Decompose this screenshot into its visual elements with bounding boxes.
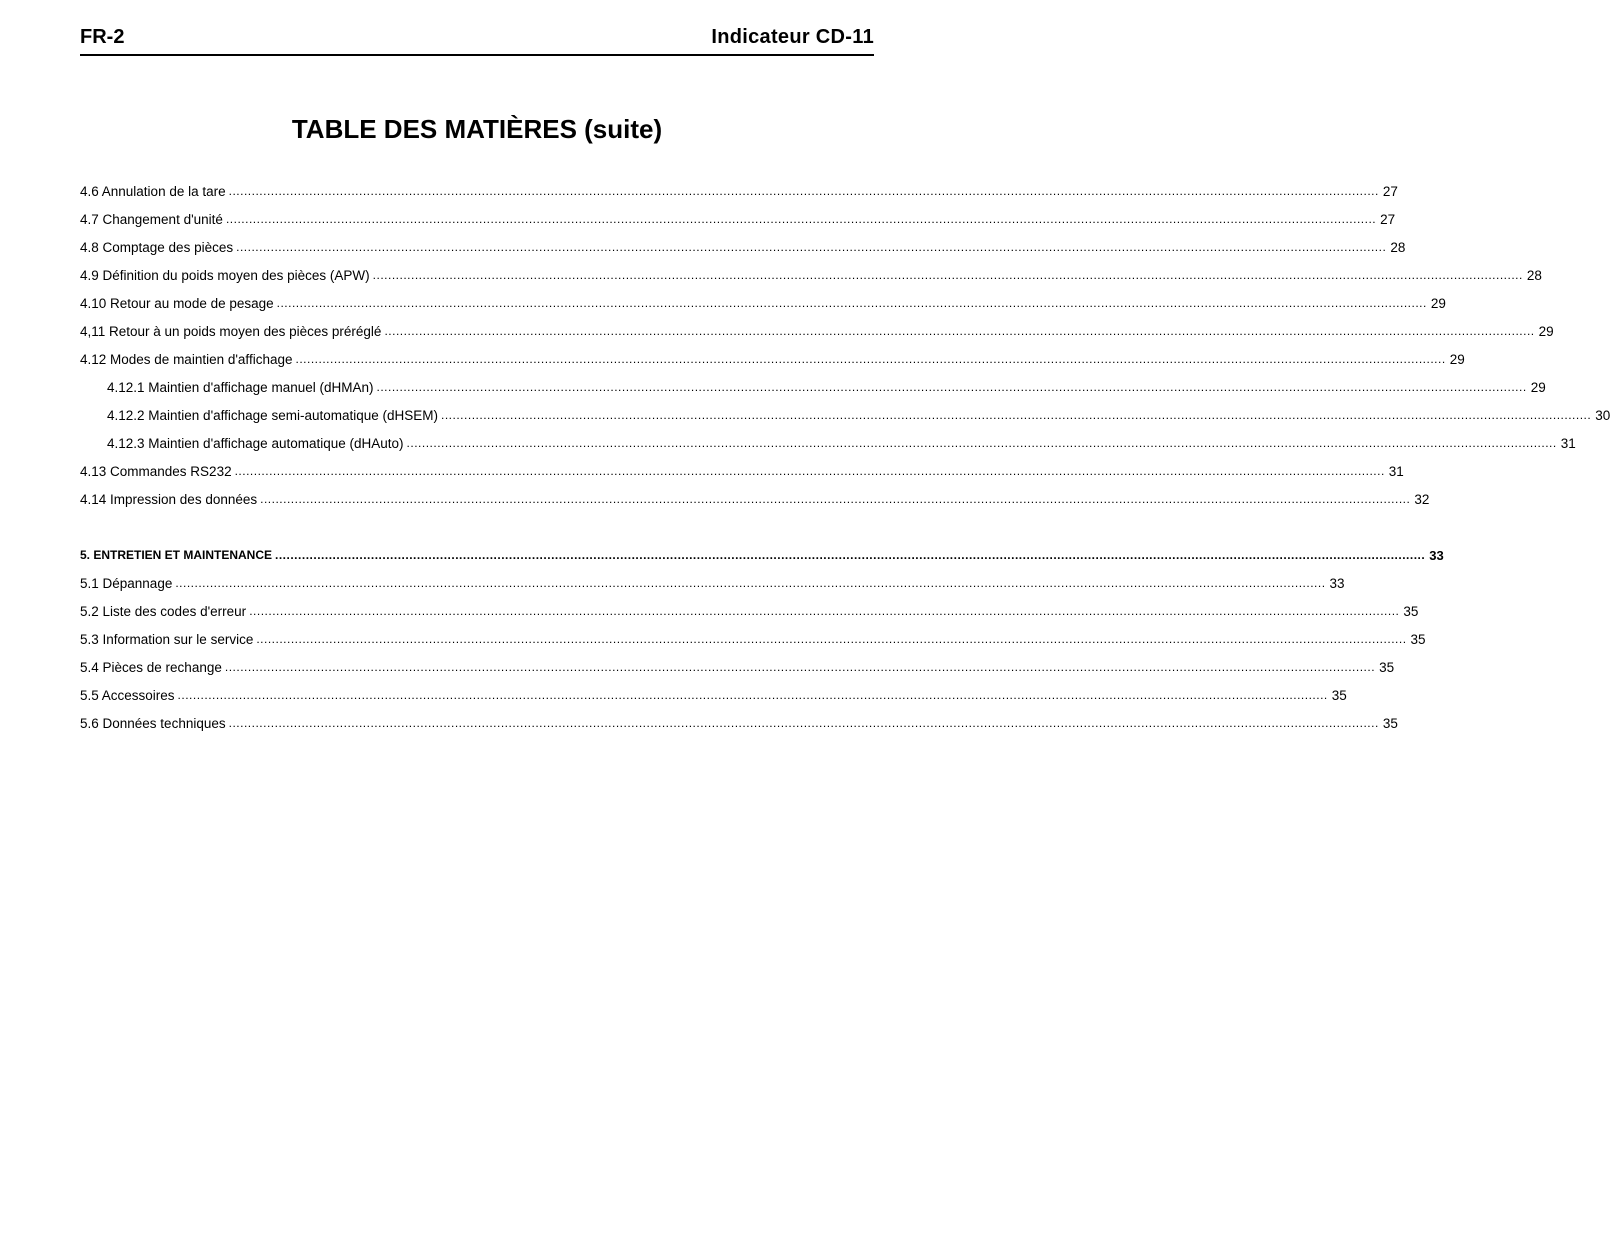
- table-of-contents: [80, 177, 1610, 737]
- toc-entry-label: 5.1 Dépannage: [80, 575, 173, 591]
- leader-dots: ............................................................................................................................................................................................................................................................................................................: [225, 212, 1377, 226]
- leader-dots: ............................................................................................................................................................................................................................................................................................................: [406, 436, 1557, 450]
- toc-entry-page: 35: [1403, 603, 1419, 619]
- toc-entry[interactable]: [80, 625, 1426, 653]
- section-spacer: [80, 513, 870, 541]
- toc-section-label: 5. ENTRETIEN ET MAINTENANCE: [80, 548, 273, 562]
- leader-dots: ............................................................................................................................................................................................................................................................................................................: [236, 240, 1387, 254]
- toc-entry-page: 27: [1382, 183, 1398, 199]
- toc-entry-page: 30: [1595, 407, 1610, 423]
- toc-entry-label: 4.14 Impression des données: [80, 491, 258, 507]
- toc-entry[interactable]: [80, 233, 1406, 261]
- toc-entry-page: 33: [1329, 575, 1345, 591]
- toc-entry[interactable]: [80, 177, 1398, 205]
- toc-entry-page: 31: [1388, 463, 1404, 479]
- toc-entry-page: 29: [1530, 379, 1546, 395]
- toc-entry[interactable]: [80, 261, 1542, 289]
- leader-dots: ............................................................................................................................................................................................................................................................................................................: [260, 492, 1411, 506]
- leader-dots: ............................................................................................................................................................................................................................................................................................................: [228, 184, 1379, 198]
- leader-dots: ............................................................................................................................................................................................................................................................................................................: [295, 352, 1446, 366]
- toc-entry-page: 29: [1430, 295, 1446, 311]
- leader-dots: ............................................................................................................................................................................................................................................................................................................: [177, 688, 1328, 702]
- document-title-label: Indicateur CD-11: [711, 26, 874, 48]
- toc-entry-label: 4.9 Définition du poids moyen des pièces (APW): [80, 267, 370, 283]
- toc-entry-label: 4.12.2 Maintien d'affichage semi-automatique (dHSEM): [107, 407, 439, 423]
- toc-entry[interactable]: [80, 205, 1396, 233]
- toc-entry-label: 5.3 Information sur le service: [80, 631, 254, 647]
- toc-entry-page: 28: [1526, 267, 1542, 283]
- leader-dots: ............................................................................................................................................................................................................................................................................................................: [228, 716, 1379, 730]
- toc-entry[interactable]: [80, 569, 1345, 597]
- toc-entry-label: 4.13 Commandes RS232: [80, 463, 232, 479]
- toc-subentry[interactable]: [80, 429, 1576, 457]
- toc-entry-label: 4.12.3 Maintien d'affichage automatique (dHAuto): [107, 435, 404, 451]
- toc-entry-page: 29: [1449, 351, 1465, 367]
- toc-subentry[interactable]: [80, 401, 1610, 429]
- toc-entry-page: 27: [1380, 211, 1396, 227]
- toc-entry-label: 4.10 Retour au mode de pesage: [80, 295, 274, 311]
- toc-subentry[interactable]: [80, 373, 1546, 401]
- toc-entry-page: 29: [1538, 323, 1554, 339]
- toc-entry-page: 35: [1379, 659, 1395, 675]
- toc-entry-page: 31: [1560, 435, 1576, 451]
- toc-entry-page: 35: [1410, 631, 1426, 647]
- toc-entry-label: 4.12.1 Maintien d'affichage manuel (dHMAn): [107, 379, 374, 395]
- page-header: [80, 26, 874, 56]
- page-title: TABLE DES MATIÈRES (suite): [291, 114, 663, 144]
- toc-entry[interactable]: [80, 457, 1404, 485]
- toc-entry[interactable]: [80, 653, 1395, 681]
- toc-entry[interactable]: [80, 317, 1554, 345]
- leader-dots: ............................................................................................................................................................................................................................................................................................................: [234, 464, 1385, 478]
- toc-entry-label: 5.5 Accessoires: [80, 687, 175, 703]
- toc-entry[interactable]: [80, 681, 1347, 709]
- toc-entry[interactable]: [80, 597, 1419, 625]
- toc-entry-page: 35: [1382, 715, 1398, 731]
- toc-entry[interactable]: [80, 709, 1398, 737]
- toc-entry-label: 4,11 Retour à un poids moyen des pièces préréglé: [80, 323, 382, 339]
- page-number-label: FR-2: [80, 26, 125, 48]
- leader-dots: ............................................................................................................................................................................................................................................................................................................: [376, 380, 1527, 394]
- leader-dots: ............................................................................................................................................................................................................................................................................................................: [249, 604, 1400, 618]
- leader-dots: ............................................................................................................................................................................................................................................................................................................: [441, 408, 1592, 422]
- toc-entry-label: 4.8 Comptage des pièces: [80, 239, 234, 255]
- toc-entry[interactable]: [80, 345, 1465, 373]
- toc-entry-label: 4.7 Changement d'unité: [80, 211, 223, 227]
- toc-entry-label: 5.6 Données techniques: [80, 715, 226, 731]
- toc-entry-page: 35: [1331, 687, 1347, 703]
- toc-entry-label: 4.6 Annulation de la tare: [80, 183, 226, 199]
- leader-dots: ............................................................................................................................................................................................................................................................................................................: [275, 548, 1426, 562]
- leader-dots: ............................................................................................................................................................................................................................................................................................................: [256, 632, 1407, 646]
- leader-dots: ............................................................................................................................................................................................................................................................................................................: [276, 296, 1427, 310]
- toc-entry[interactable]: [80, 485, 1430, 513]
- toc-section-heading[interactable]: [80, 541, 1444, 569]
- toc-entry[interactable]: [80, 289, 1446, 317]
- leader-dots: ............................................................................................................................................................................................................................................................................................................: [175, 576, 1326, 590]
- toc-entry-page: 32: [1414, 491, 1430, 507]
- toc-entry-label: 5.4 Pièces de rechange: [80, 659, 222, 675]
- leader-dots: ............................................................................................................................................................................................................................................................................................................: [384, 324, 1535, 338]
- leader-dots: ............................................................................................................................................................................................................................................................................................................: [224, 660, 1376, 674]
- toc-section-page: 33: [1429, 547, 1444, 563]
- toc-entry-label: 5.2 Liste des codes d'erreur: [80, 603, 247, 619]
- toc-entry-label: 4.12 Modes de maintien d'affichage: [80, 351, 293, 367]
- leader-dots: ............................................................................................................................................................................................................................................................................................................: [372, 268, 1523, 282]
- toc-entry-page: 28: [1390, 239, 1406, 255]
